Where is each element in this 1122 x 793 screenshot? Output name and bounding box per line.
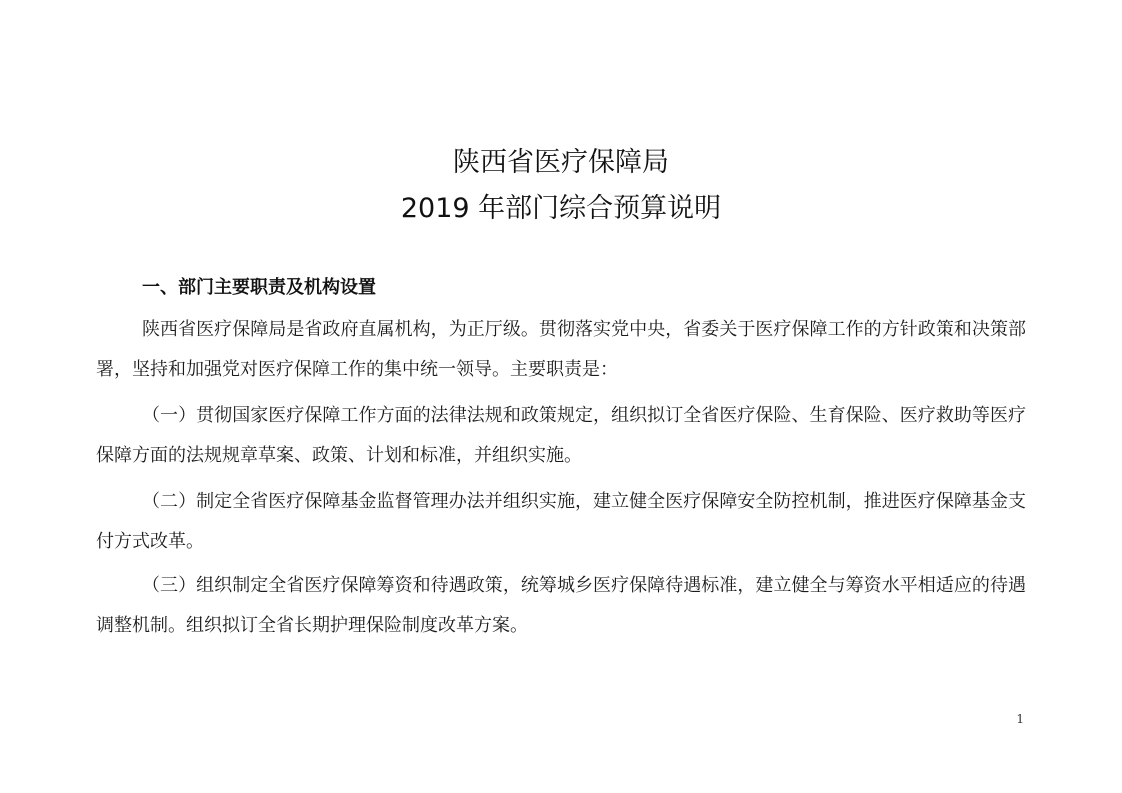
page-number: 1	[1016, 712, 1024, 726]
paragraph-intro: 陕西省医疗保障局是省政府直属机构，为正厅级。贯彻落实党中央，省委关于医疗保障工作的方针政策和决策部署，坚持和加强党对医疗保障工作的集中统一领导。主要职责是：	[96, 319, 1026, 380]
document-subtitle: 2019 年部门综合预算说明	[400, 193, 722, 224]
paragraph-duty-3: （三）组织制定全省医疗保障筹资和待遇政策，统筹城乡医疗保障待遇标准，建立健全与筹资水平相适应的待遇调整机制。组织拟订全省长期护理保险制度改革方案。	[96, 575, 1026, 636]
paragraph-duty-2: （二）制定全省医疗保障基金监督管理办法并组织实施，建立健全医疗保障安全防控机制，推进医疗保障基金支付方式改革。	[96, 491, 1026, 552]
paragraph-duty-1: （一）贯彻国家医疗保障工作方面的法律法规和政策规定，组织拟订全省医疗保险、生育保险、医疗救助等医疗保障方面的法规规章草案、政策、计划和标准，并组织实施。	[96, 405, 1026, 466]
section-heading: 一、部门主要职责及机构设置	[142, 277, 376, 298]
document-title: 陕西省医疗保障局	[453, 147, 669, 178]
